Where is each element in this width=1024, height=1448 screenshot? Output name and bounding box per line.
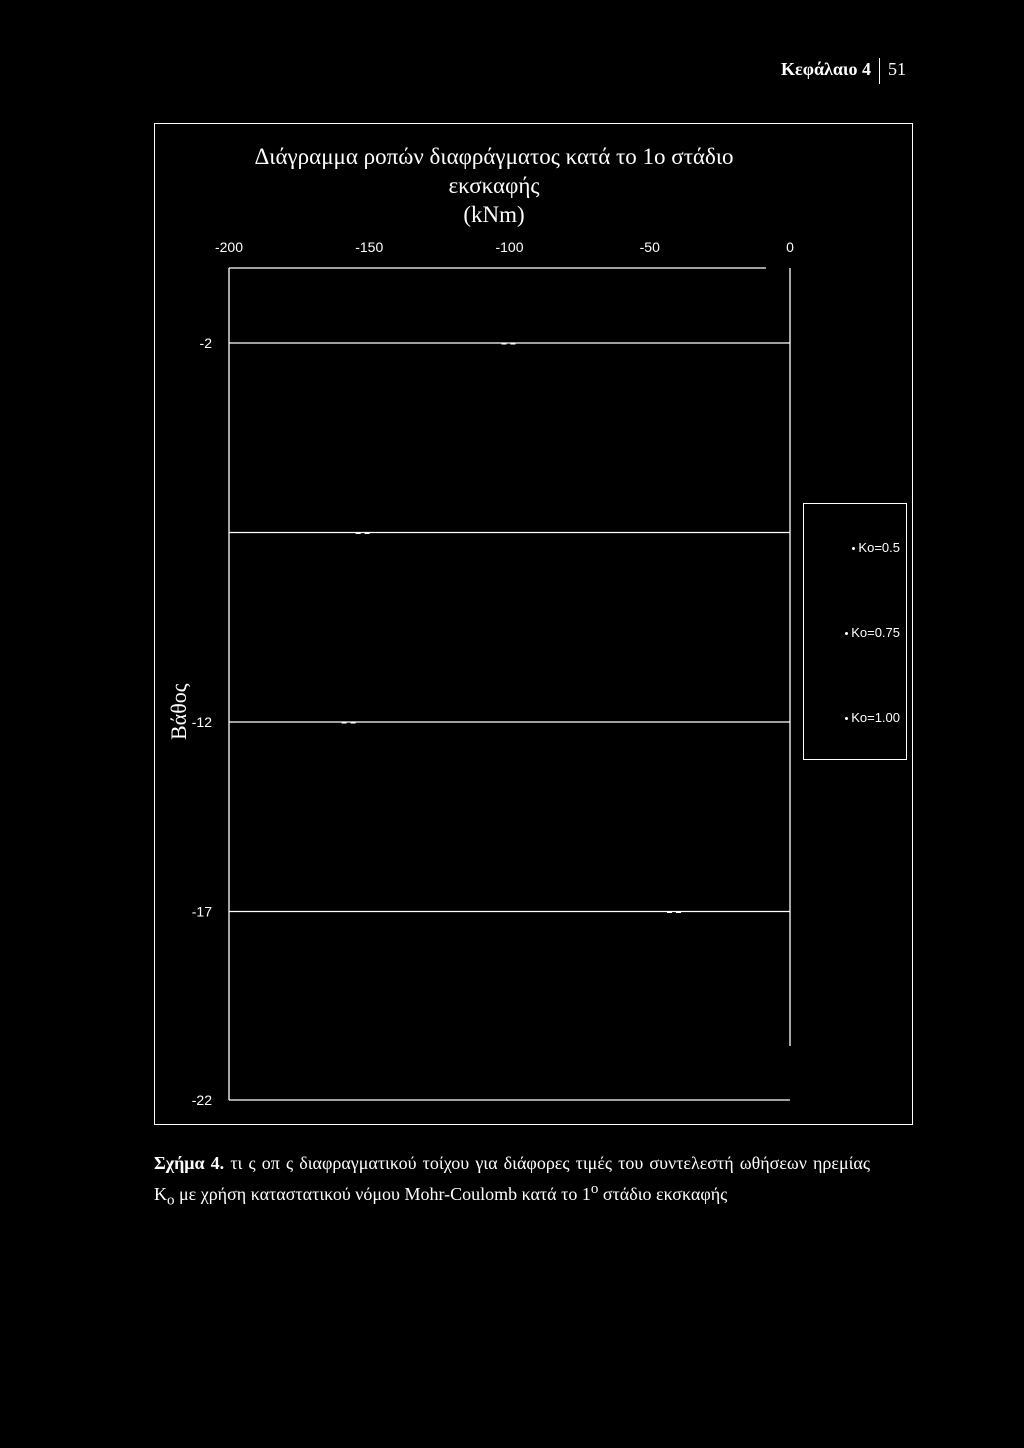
y-tick-label: -2 [199, 335, 212, 351]
legend-item-1 [852, 540, 900, 555]
legend-label-1: Ko=0.5 [858, 540, 900, 555]
legend-marker-1 [852, 547, 855, 550]
legend-marker-2 [845, 632, 848, 635]
x-tick-label: -150 [355, 239, 384, 255]
x-tick-label: -100 [495, 239, 524, 255]
chart-title-line-1: Διάγραμμα ροπών διαφράγματος κατά το 1ο στάδιο [254, 144, 734, 169]
chart-title-line-2: εκσκαφής [448, 173, 540, 198]
legend-item-3 [845, 710, 900, 725]
y-tick-label: -17 [191, 903, 212, 920]
caption-line1: τι ς οπ ς διαφραγματικού τοίχου για διάφορες τιμές του [230, 1153, 644, 1173]
y-axis-label: Βάθος [166, 683, 191, 740]
caption-label: Σχήμα 4. [154, 1153, 225, 1173]
chart-title-line-3: (kNm) [463, 202, 525, 227]
legend-marker-3 [845, 717, 848, 720]
legend-label-2: Ko=0.75 [851, 625, 900, 640]
page-number: 51 [888, 59, 906, 80]
caption-line2b: με χρήση καταστατικού νόμου Mohr-Coulomb [174, 1184, 518, 1204]
x-tick-label: 0 [786, 239, 794, 255]
y-tick-label: -22 [191, 1092, 212, 1108]
caption-line3a: κατά το 1 [521, 1184, 591, 1204]
caption-sub: o [167, 1192, 175, 1209]
figure-caption [154, 1150, 870, 1214]
caption-line3b: στάδιο εκσκαφής [598, 1184, 728, 1204]
chapter-label: Κεφάλαιο 4 [781, 59, 871, 80]
x-tick-label: -50 [639, 239, 660, 255]
x-tick-label: -200 [214, 239, 244, 255]
legend-item-2 [845, 625, 900, 640]
caption-sup: ο [590, 1181, 599, 1197]
caption-line2a: συντελεστή ωθήσεων ηρεμίας K [154, 1153, 870, 1204]
chart-legend [803, 503, 907, 760]
legend-label-3: Ko=1.00 [851, 710, 900, 725]
y-tick-label: -12 [191, 714, 212, 730]
